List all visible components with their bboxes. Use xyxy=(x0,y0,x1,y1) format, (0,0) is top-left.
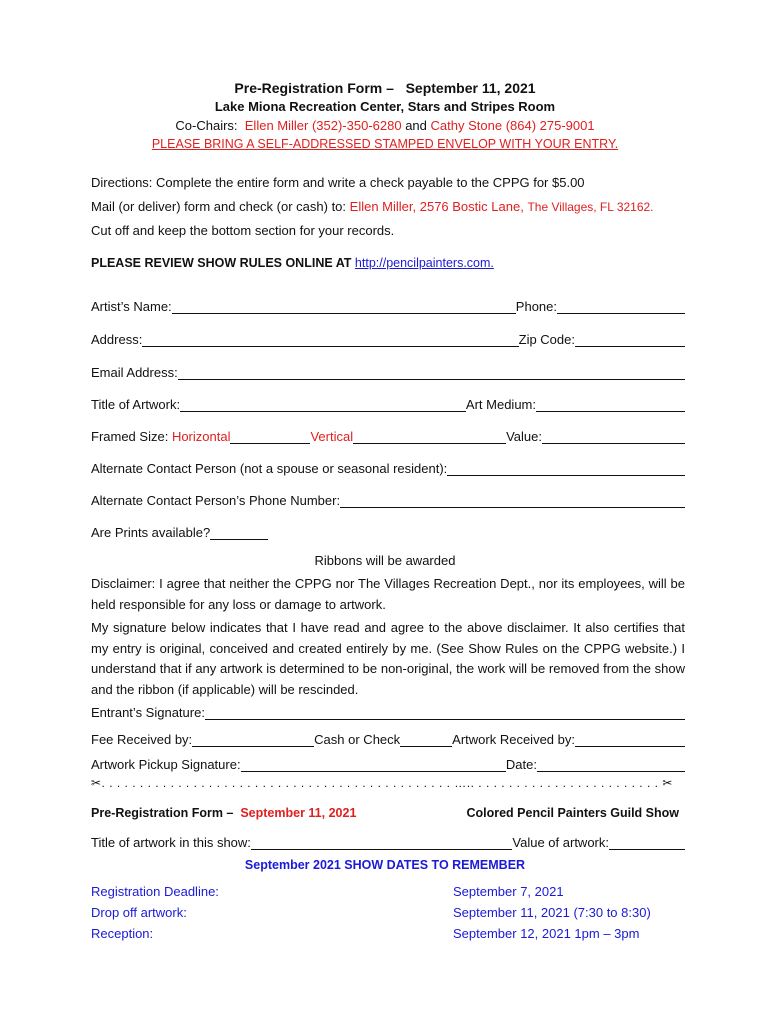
review-rules xyxy=(91,256,685,270)
schedule-label-dropoff: Drop off artwork: xyxy=(91,905,187,920)
email-field[interactable] xyxy=(178,365,685,380)
address-field[interactable] xyxy=(142,332,518,347)
disclaimer: Disclaimer: I agree that neither the CPPG nor The Villages Recreation Dept., nor its employees, will be held responsible for any loss or damage to artwork. xyxy=(91,576,685,612)
entrant-signature-row xyxy=(91,700,685,720)
artist-name-label: Artist’s Name: xyxy=(91,299,172,314)
show-dates-heading: September 2021 SHOW DATES TO REMEMBER xyxy=(244,858,526,872)
form-title-date: September 11, 2021 xyxy=(405,80,536,96)
directions-line-1: Directions: Complete the entire form and write a check payable to the CPPG for $5.00 xyxy=(91,175,585,190)
directions-line-2 xyxy=(91,199,685,214)
entrant-signature-label: Entrant’s Signature: xyxy=(91,705,205,720)
envelope-notice: PLEASE BRING A SELF-ADDRESSED STAMPED ENVELOP WITH YOUR ENTRY. xyxy=(151,137,619,151)
mail-address: Ellen Miller, 2576 Bostic Lane, xyxy=(349,199,524,214)
horizontal-option: Horizontal xyxy=(171,429,231,444)
address-label: Address: xyxy=(91,332,143,347)
prints-label: Are Prints available? xyxy=(91,525,211,540)
alt-phone-row xyxy=(91,488,685,508)
prints-field[interactable] xyxy=(210,525,268,540)
entrant-signature-field[interactable] xyxy=(205,705,685,720)
framed-size-label: Framed Size: xyxy=(91,429,169,444)
stub-title-text: Pre-Registration Form – xyxy=(91,806,234,820)
pickup-signature-field[interactable] xyxy=(241,757,506,772)
vertical-option: Vertical xyxy=(310,429,354,444)
alt-phone-field[interactable] xyxy=(340,493,685,508)
artwork-title-label: Title of Artwork: xyxy=(91,397,181,412)
chair-cathy-stone: Cathy Stone (864) 275-9001 xyxy=(430,118,595,133)
form-title xyxy=(0,80,770,96)
artist-name-row xyxy=(91,294,685,314)
vertical-field[interactable] xyxy=(353,429,506,444)
mail-city: The Villages, FL 32162. xyxy=(527,200,654,214)
fee-received-field[interactable] xyxy=(192,732,314,747)
framed-size-row xyxy=(91,424,685,444)
phone-field[interactable] xyxy=(557,299,685,314)
ribbons-note: Ribbons will be awarded xyxy=(314,553,456,568)
directions-line-3: Cut off and keep the bottom section for your records. xyxy=(91,223,395,238)
schedule-date-dropoff: September 11, 2021 (7:30 to 8:30) xyxy=(453,905,651,920)
artwork-received-field[interactable] xyxy=(575,732,685,747)
email-row xyxy=(91,360,685,380)
alt-contact-label: Alternate Contact Person (not a spouse or seasonal resident): xyxy=(91,461,448,476)
cash-check-label: Cash or Check xyxy=(314,732,401,747)
stub-value-label: Value of artwork: xyxy=(512,835,609,850)
pickup-row xyxy=(91,752,685,772)
schedule-label-reception: Reception: xyxy=(91,926,154,941)
schedule-labels xyxy=(91,881,219,944)
co-chairs-label: Co-Chairs: xyxy=(175,118,238,133)
cash-check-field[interactable] xyxy=(400,732,452,747)
horizontal-field[interactable] xyxy=(230,429,310,444)
art-medium-field[interactable] xyxy=(536,397,685,412)
artist-name-field[interactable] xyxy=(172,299,516,314)
stub-artwork-title-field[interactable] xyxy=(251,835,513,850)
fee-received-label: Fee Received by: xyxy=(91,732,193,747)
cut-line: ✂. . . . . . . . . . . . . . . . . . . . . . . . . . . . . . . . . . . . . . . . . . . . . . ….. . . . . . . . . . . . . . . . . . . . . . . . . ✂ xyxy=(91,776,673,790)
alt-phone-label: Alternate Contact Person’s Phone Number: xyxy=(91,493,341,508)
alt-contact-row xyxy=(91,456,685,476)
phone-label: Phone: xyxy=(515,299,557,314)
co-chairs-and: and xyxy=(405,118,427,133)
date-label: Date: xyxy=(505,757,537,772)
stub-value-field[interactable] xyxy=(609,835,685,850)
schedule-date-registration: September 7, 2021 xyxy=(453,884,564,899)
pencilpainters-link[interactable]: http://pencilpainters.com. xyxy=(354,256,494,270)
review-rules-label: PLEASE REVIEW SHOW RULES ONLINE AT xyxy=(91,256,352,270)
value-label: Value: xyxy=(506,429,542,444)
schedule-label-registration: Registration Deadline: xyxy=(91,884,219,899)
stub-artwork-title-label: Title of artwork in this show: xyxy=(91,835,251,850)
prints-row xyxy=(91,520,685,540)
schedule-dates xyxy=(453,881,651,944)
venue: Lake Miona Recreation Center, Stars and Stripes Room xyxy=(214,99,556,114)
date-field[interactable] xyxy=(537,757,685,772)
artwork-received-label: Artwork Received by: xyxy=(452,732,575,747)
stub-title-date: September 11, 2021 xyxy=(240,806,357,820)
co-chairs xyxy=(0,118,770,133)
schedule-date-reception: September 12, 2021 1pm – 3pm xyxy=(453,926,640,941)
pickup-signature-label: Artwork Pickup Signature: xyxy=(91,757,241,772)
art-medium-label: Art Medium: xyxy=(465,397,536,412)
form-title-text: Pre-Registration Form – xyxy=(234,80,394,96)
value-field[interactable] xyxy=(542,429,685,444)
zip-label: Zip Code: xyxy=(518,332,575,347)
alt-contact-field[interactable] xyxy=(447,461,685,476)
fee-row xyxy=(91,727,685,747)
zip-field[interactable] xyxy=(575,332,685,347)
chair-ellen-miller: Ellen Miller (352)-350-6280 xyxy=(244,118,402,133)
artwork-title-row xyxy=(91,392,685,412)
guild-name: Colored Pencil Painters Guild Show xyxy=(466,806,679,820)
address-row xyxy=(91,327,685,347)
stub-title-row xyxy=(91,830,685,850)
artwork-title-field[interactable] xyxy=(180,397,466,412)
certification: My signature below indicates that I have read and agree to the above disclaimer. It also certifies that my entry is original, conceived and created entirely by me. (See Show Rules on the CPPG website.) I understand that if any artwork is determined to be non-original, the work will be removed from the show and the ribbon (if applicable) will be rescinded. xyxy=(91,620,685,697)
mail-to-label: Mail (or deliver) form and check (or cash) to: xyxy=(91,199,347,214)
email-label: Email Address: xyxy=(91,365,178,380)
